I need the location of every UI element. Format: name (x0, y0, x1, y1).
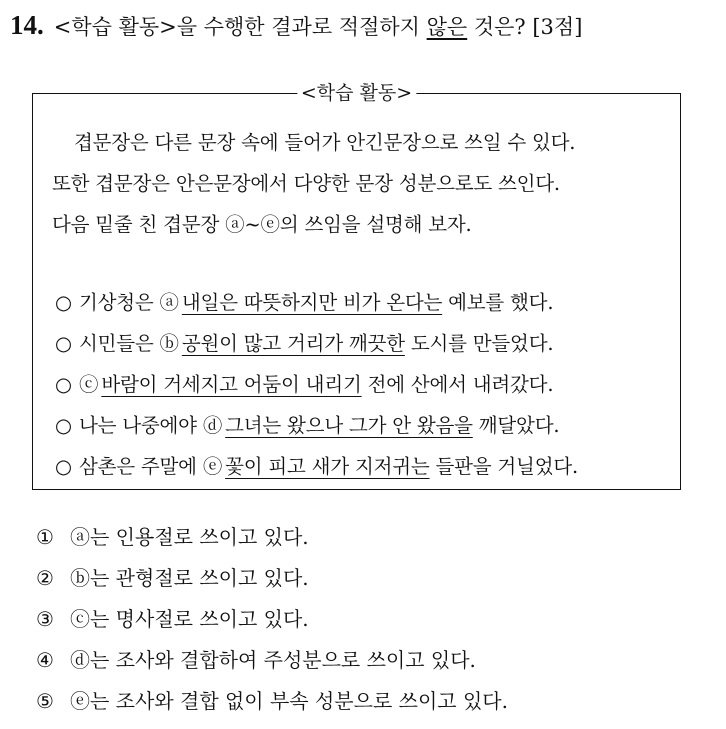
choice-text: ⓑ는 관형절로 쓰이고 있다. (70, 566, 309, 590)
example-item (55, 364, 675, 405)
choice-2[interactable] (36, 558, 696, 599)
example-item (55, 323, 675, 364)
example-underlined-clause: 바람이 거세지고 어둠이 내리기 (101, 373, 362, 396)
learning-activity-box (32, 82, 681, 490)
intro-line: 또한 겹문장은 안은문장에서 다양한 문장 성분으로도 쓰인다. (52, 172, 560, 195)
choice-number: ④ (36, 648, 54, 672)
choice-number: ① (36, 525, 54, 549)
choice-text: ⓐ는 인용절로 쓰이고 있다. (70, 525, 309, 549)
example-before: 삼촌은 주말에 (79, 455, 203, 478)
choice-number: ③ (36, 607, 54, 631)
choice-text: ⓒ는 명사절로 쓰이고 있다. (70, 607, 309, 631)
example-marker: ⓓ (202, 414, 223, 437)
question-emphasis: 않은 (426, 15, 468, 39)
example-item (55, 446, 675, 487)
example-list (55, 282, 675, 487)
example-marker: ⓒ (79, 373, 99, 396)
choice-4[interactable] (36, 640, 696, 681)
example-after: 들판을 거닐었다. (429, 455, 578, 478)
answer-choices (36, 517, 696, 722)
example-item (55, 405, 675, 446)
example-after: 전에 산에서 내려갔다. (361, 373, 554, 396)
choice-3[interactable] (36, 599, 696, 640)
example-after: 도시를 만들었다. (404, 332, 554, 355)
bullet-circle-icon: ○ (55, 455, 72, 478)
intro-line: 겹문장은 다른 문장 속에 들어가 안긴문장으로 쓰일 수 있다. (74, 131, 576, 154)
bullet-circle-icon: ○ (55, 414, 72, 437)
question-text-after: 것은? [3점] (467, 15, 583, 39)
example-item (55, 282, 675, 323)
choice-text: ⓓ는 조사와 결합하여 주성분으로 쓰이고 있다. (70, 648, 476, 672)
example-marker: ⓐ (159, 291, 179, 314)
example-marker: ⓑ (159, 332, 179, 355)
example-before: 나는 나중에야 (79, 414, 203, 437)
choice-number: ⑤ (36, 689, 54, 713)
choice-number: ② (36, 566, 54, 590)
example-underlined-clause: 꽃이 피고 새가 지저귀는 (225, 455, 430, 478)
example-after: 예보를 했다. (442, 291, 554, 314)
example-before: 기상청은 (79, 291, 160, 314)
question-number: 14. (10, 10, 44, 40)
bullet-circle-icon: ○ (55, 332, 72, 355)
question-text-before: <학습 활동>을 수행한 결과로 적절하지 (53, 15, 427, 39)
example-marker: ⓔ (202, 455, 223, 478)
bullet-circle-icon: ○ (55, 373, 72, 396)
example-underlined-clause: 공원이 많고 거리가 깨끗한 (181, 332, 405, 355)
example-before: 시민들은 (79, 332, 160, 355)
bullet-circle-icon: ○ (55, 291, 72, 314)
intro-text (52, 122, 672, 245)
intro-line: 다음 밑줄 친 겹문장 ⓐ~ⓔ의 쓰임을 설명해 보자. (52, 213, 472, 236)
box-title: <학습 활동> (297, 79, 416, 107)
choice-5[interactable] (36, 681, 696, 722)
example-underlined-clause: 그녀는 왔으나 그가 안 왔음을 (225, 414, 473, 437)
example-underlined-clause: 내일은 따뜻하지만 비가 온다는 (181, 291, 443, 314)
choice-text: ⓔ는 조사와 결합 없이 부속 성분으로 쓰이고 있다. (70, 689, 508, 713)
choice-1[interactable] (36, 517, 696, 558)
example-after: 깨달았다. (472, 414, 560, 437)
question-header (10, 10, 716, 42)
